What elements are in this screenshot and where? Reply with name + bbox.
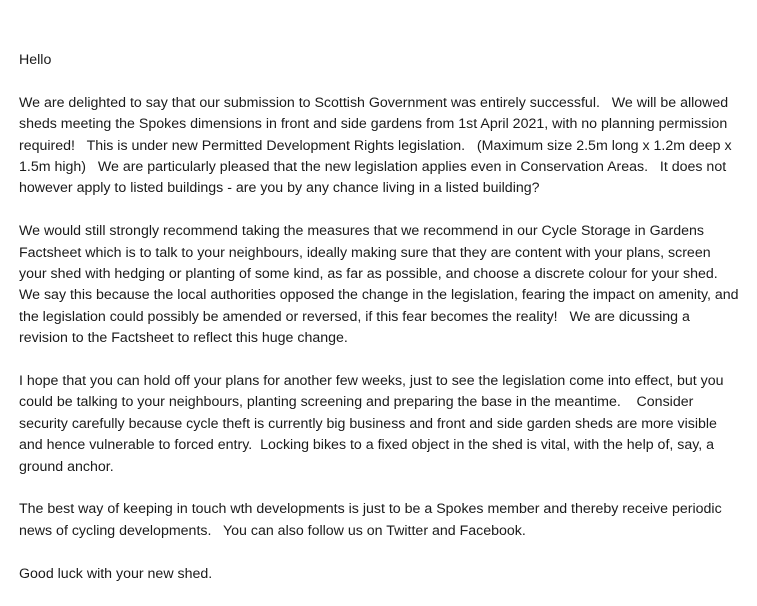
- greeting-line: [19, 50, 739, 71]
- redacted-recipient-name: [55, 54, 77, 66]
- paragraph-security-advice: I hope that you can hold off your plans for another few weeks, just to see the legislation come into effect, but you could be talking to your neighbours, planting screening and preparing the base in the meantime. Consider security carefully because cycle theft is currently big business and front and side garden sheds are more visible and hence vulnerable to forced entry. Locking bikes to a fixed object in the shed is vital, with the help of, say, a ground anchor.: [19, 373, 728, 475]
- paragraph-recommendations: We would still strongly recommend taking the measures that we recommend in our Cycle Storage in Gardens Factsheet which is to talk to your neighbours, ideally making sure that they are content with your plans, screen your shed with hedging or planting of some kind, as far as possible, and choose a discrete colour for your shed. We say this because the local authorities opposed the change in the legislation, fearing the impact on amenity, and the legislation could possibly be amended or reversed, if this fear becomes the reality! We are dicussing a revision to the Factsheet to reflect this huge change.: [19, 223, 743, 347]
- paragraph-membership: The best way of keeping in touch wth developments is just to be a Spokes member and thereby receive periodic news of cycling developments. You can also follow us on Twitter and Facebook.: [19, 501, 726, 539]
- paragraph-legislation-news: We are delighted to say that our submission to Scottish Government was entirely successful. We will be allowed sheds meeting the Spokes dimensions in front and side gardens from 1st April 2021, with no planning permission required! This is under new Permitted Development Rights legislation. (Maximum size 2.5m long x 1.2m deep x 1.5m high) We are particularly pleased that the new legislation applies even in Conservation Areas. It does not however apply to listed buildings - are you by any chance living in a listed building?: [19, 94, 736, 197]
- greeting-text: Hello: [19, 52, 52, 68]
- paragraph-sign-off: Good luck with your new shed.: [19, 565, 213, 582]
